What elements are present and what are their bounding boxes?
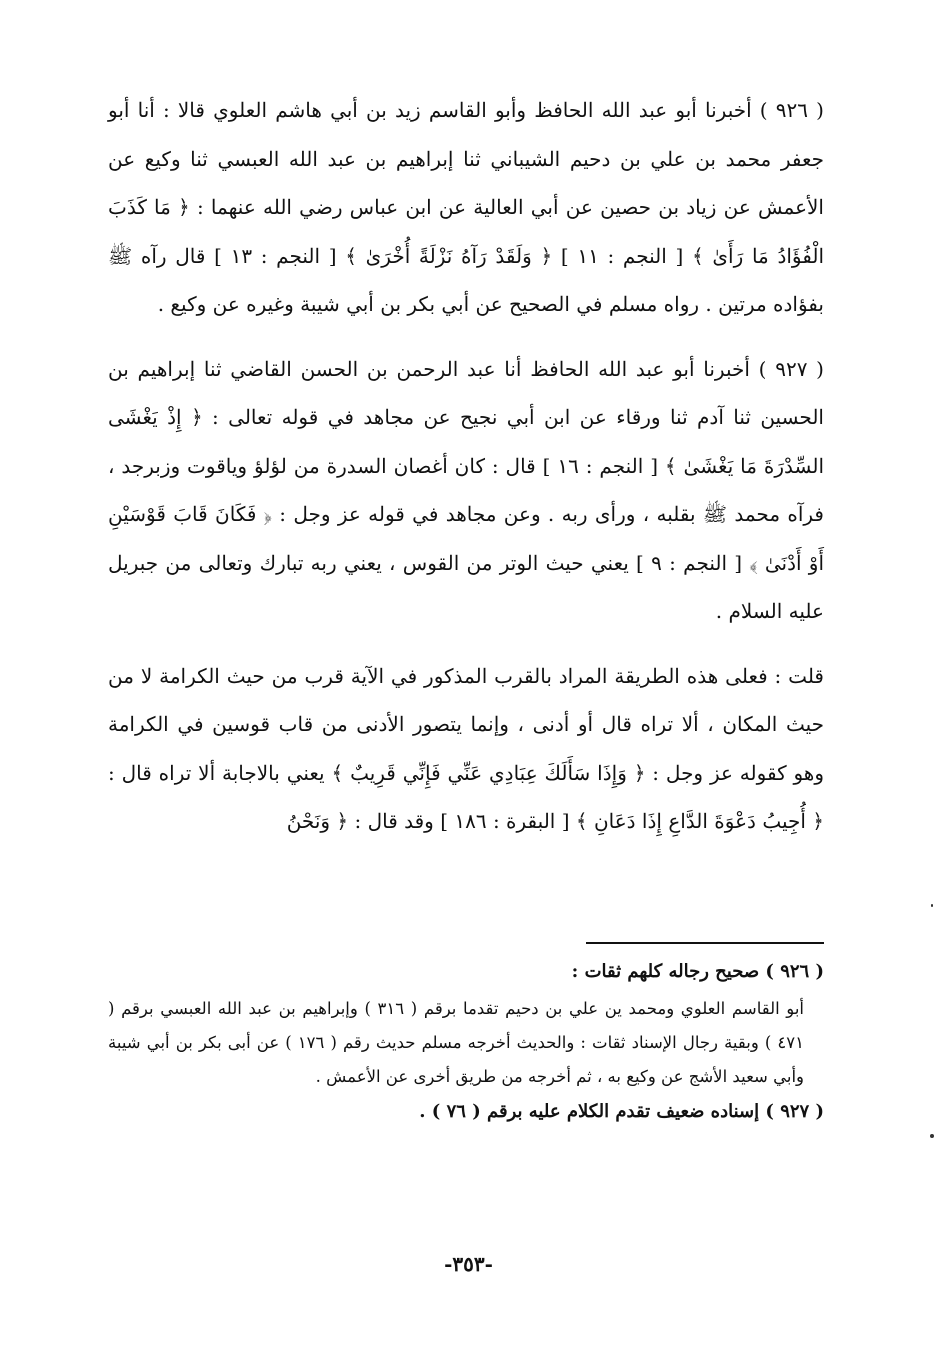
footnote-separator	[586, 942, 824, 944]
paragraph-927: ( ٩٢٧ ) أخبرنا أبو عبد الله الحافظ أنا عبد الرحمن بن الحسن القاضي ثنا إبراهيم بن الحسين ثنا آدم ثنا ورقاء عن ابن أبي نجيح عن مجاهد في قوله تعالى : ﴿ إِذْ يَغْشَى السِّدْرَةَ مَا يَغْشَىٰ ﴾ [ النجم : ١٦ ] قال : كان أغصان السدرة من لؤلؤ وياقوت وزبرجد ، فرآه محمد ﷺ بقلبه ، ورأى ربه . وعن مجاهد في قوله عز وجل : ﴿ فَكَانَ قَابَ قَوْسَيْنِ أَوْ أَدْنَىٰ ﴾ [ النجم : ٩ ] يعني حيث الوتر من القوس ، يعني ربه تبارك وتعالى من جبريل عليه السلام .	[108, 356, 825, 623]
footnotes	[108, 942, 824, 1128]
main-text	[108, 86, 824, 846]
paragraph-926: ( ٩٢٦ ) أخبرنا أبو عبد الله الحافظ وأبو القاسم زيد بن أبي هاشم العلوي قالا : أنا أبو جعفر محمد بن علي بن دحيم الشيباني ثنا إبراهيم بن عبد الله العبسي ثنا وكيع عن الأعمش عن زياد بن حصين عن أبي العالية عن ابن عباس رضي الله عنهما : ﴿ مَا كَذَبَ الْفُؤَادُ مَا رَأَىٰ ﴾ [ النجم : ١١ ] ﴿ وَلَقَدْ رَآهُ نَزْلَةً أُخْرَىٰ ﴾ [ النجم : ١٣ ] قال رآه ﷺ بفؤاده مرتين . رواه مسلم في الصحيح عن أبي بكر بن أبي شيبة وغيره عن وكيع .	[108, 98, 825, 316]
paragraph-qultu: قلت : فعلى هذه الطريقة المراد بالقرب المذكور في الآية قرب من حيث الكرامة لا من حيث المكان ، ألا تراه قال أو أدنى ، وإنما يتصور الأدنى من قاب قوسين في الكرامة وهو كقوله عز وجل : ﴿ وَإِذَا سَأَلَكَ عِبَادِي عَنِّي فَإِنِّي قَرِيبٌ ﴾ يعني بالاجابة ألا تراه قال : ﴿ أُجِيبُ دَعْوَةَ الدَّاعِ إِذَا دَعَانِ ﴾ [ البقرة : ١٨٦ ] وقد قال : ﴿ وَنَحْنُ	[108, 663, 824, 833]
footnote-926-body: أبو القاسم العلوي ومحمد ين علي بن دحيم تقدما برقم ( ٣١٦ ) وإبراهيم بن عبد الله العبسي برقم ( ٤٧١ ) وبقية رجال الإسناد ثقات : والحديث أخرجه مسلم حديث رقم ( ١٧٦ ) عن أبى بكر بن أبي شيبة وأبي سعيد الأشج عن وكيع به ، ثم أخرجه من طريق أخرى عن الأعمش .	[108, 999, 805, 1086]
footnote-926-heading: ( ٩٢٦ ) صحيح رجاله كلهم ثقات :	[571, 961, 824, 982]
scan-speck	[930, 1134, 934, 1138]
footnote-927: ( ٩٢٧ ) إسناده ضعيف تقدم الكلام عليه برقم ( ٧٦ ) .	[419, 1101, 824, 1122]
scan-speck	[931, 904, 933, 907]
page-number: -٣٥٣-	[444, 1252, 493, 1276]
